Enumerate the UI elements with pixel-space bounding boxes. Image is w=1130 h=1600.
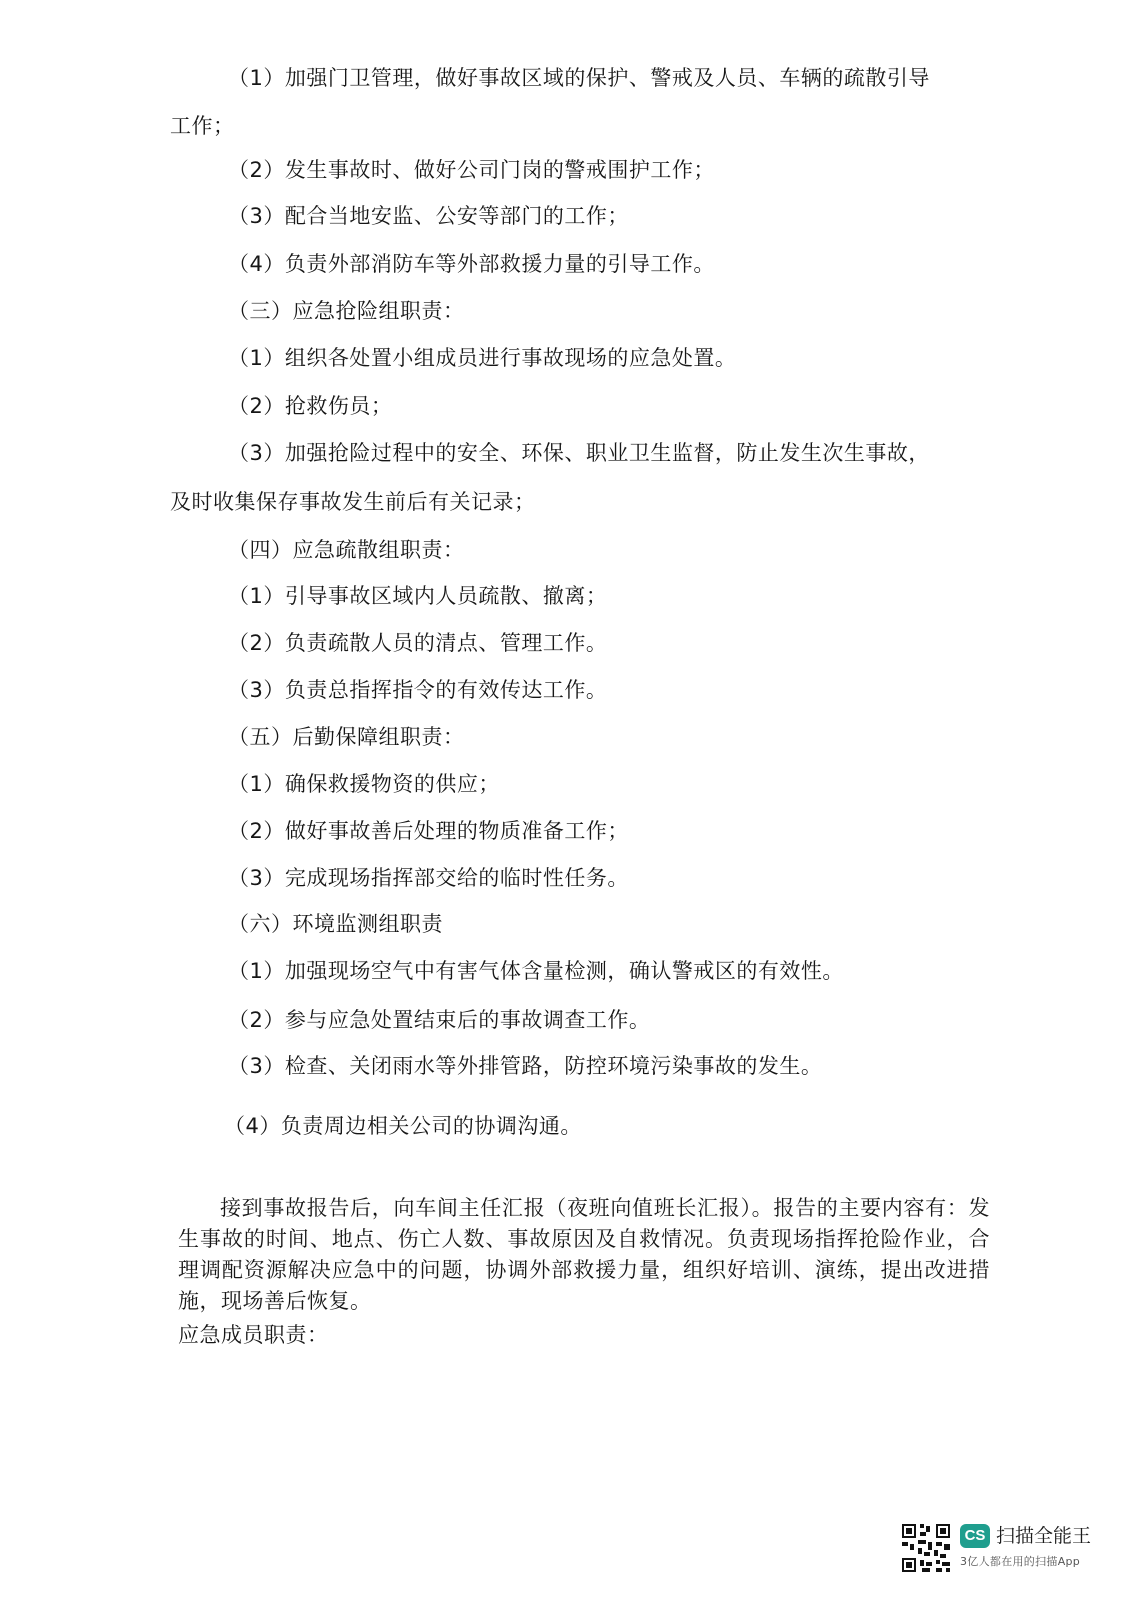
report-paragraph: 接到事故报告后，向车间主任汇报（夜班向值班长汇报）。报告的主要内容有：发生事故的时间、地点、伤亡人数、事故原因及自救情况。负责现场指挥抢险作业，合理调配资源解决应急中的问题，协调外部救援力量，组织好培训、演练，提出改进措施，现场善后恢复。 [178,1196,990,1313]
text-line: （1）组织各处置小组成员进行事故现场的应急处置。 [228,346,737,370]
text-line: （3）加强抢险过程中的安全、环保、职业卫生监督，防止发生次生事故， [228,441,930,465]
qr-code-icon [900,1522,952,1574]
section-heading: （五）后勤保障组职责： [228,725,465,749]
text-line: （3）完成现场指挥部交给的临时性任务。 [228,866,629,890]
text-line: （2）负责疏散人员的清点、管理工作。 [228,631,608,655]
text-line: （3）检查、关闭雨水等外排管路，防控环境污染事故的发生。 [228,1054,823,1078]
text-line: （1）确保救援物资的供应； [228,772,500,796]
text-line: （2）发生事故时、做好公司门岗的警戒围护工作； [228,158,715,182]
text-line: （3）配合当地安监、公安等部门的工作； [228,204,629,228]
text-line: 工作； [170,114,235,138]
section-heading: （四）应急疏散组职责： [228,538,465,562]
text-line: （2）参与应急处置结束后的事故调查工作。 [228,1008,651,1032]
camscanner-logo: CS [960,1524,990,1548]
brand-tagline: 3亿人都在用的扫描App [960,1555,1081,1568]
text-line: （4）负责周边相关公司的协调沟通。 [224,1114,582,1138]
text-line: （3）负责总指挥指令的有效传达工作。 [228,678,608,702]
text-line: （1）引导事故区域内人员疏散、撤离； [228,584,608,608]
text-line: 及时收集保存事故发生前后有关记录； [170,490,536,514]
text-line: （4）负责外部消防车等外部救援力量的引导工作。 [228,252,715,276]
members-heading: 应急成员职责： [178,1323,329,1347]
text-line: （2）做好事故善后处理的物质准备工作； [228,819,629,843]
section-heading: （三）应急抢险组职责： [228,299,465,323]
text-line: （1）加强门卫管理，做好事故区域的保护、警戒及人员、车辆的疏散引导 [228,66,930,90]
text-line: （1）加强现场空气中有害气体含量检测，确认警戒区的有效性。 [228,959,844,983]
section-heading: （六）环境监测组职责 [228,912,443,936]
text-line: （2）抢救伤员； [228,394,393,418]
scanner-watermark [900,1522,1120,1582]
brand-name: 扫描全能王 [996,1525,1092,1547]
